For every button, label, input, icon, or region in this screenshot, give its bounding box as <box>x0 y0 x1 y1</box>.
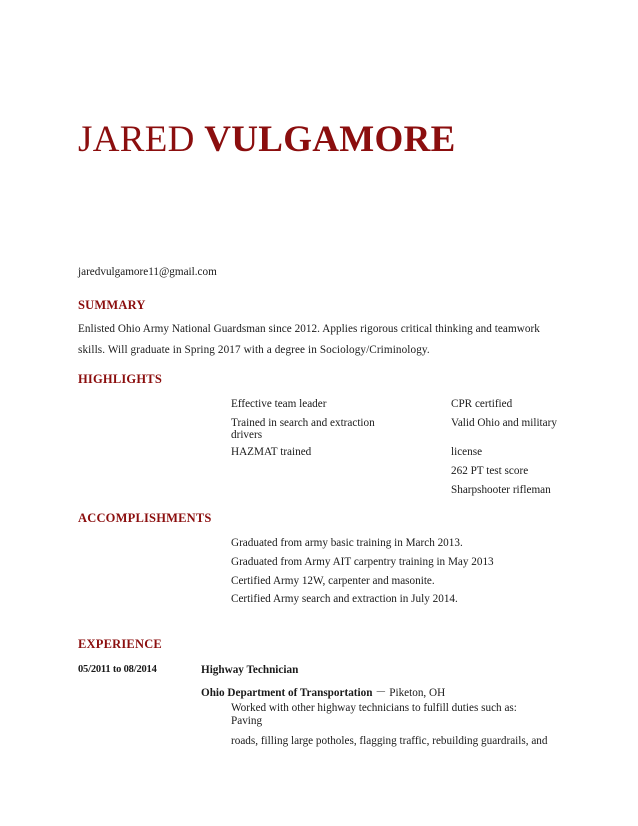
accomplishments-heading: ACCOMPLISHMENTS <box>78 511 212 525</box>
highlight-left-2a: Trained in search and extraction <box>231 417 375 429</box>
highlight-right-3: 262 PT test score <box>451 465 529 477</box>
accomplishment-item: Certified Army 12W, carpenter and masonite. <box>231 575 435 587</box>
email-address[interactable]: jaredvulgamore11@gmail.com <box>78 266 217 278</box>
job-employer-line <box>201 684 445 700</box>
summary-line-1: Enlisted Ohio Army National Guardsman since 2012. Applies rigorous critical thinking and teamwork <box>78 323 540 335</box>
first-name: JARED <box>78 119 195 160</box>
candidate-name <box>78 118 456 161</box>
summary-heading: SUMMARY <box>78 298 146 312</box>
experience-heading: EXPERIENCE <box>78 637 162 651</box>
highlight-left-1: Effective team leader <box>231 398 327 410</box>
highlight-right-2a: Valid Ohio and military <box>451 417 557 429</box>
job-employer: Ohio Department of Transportation <box>201 687 373 699</box>
highlight-right-1: CPR certified <box>451 398 513 410</box>
highlight-left-2b: drivers <box>231 429 263 441</box>
highlight-right-2b: license <box>451 446 483 458</box>
summary-line-2: skills. Will graduate in Spring 2017 with a degree in Sociology/Criminology. <box>78 344 430 356</box>
job-title: Highway Technician <box>201 664 299 676</box>
highlight-left-3: HAZMAT trained <box>231 446 312 458</box>
job-location: Piketon, OH <box>389 687 446 699</box>
highlight-right-4: Sharpshooter rifleman <box>451 484 551 496</box>
accomplishment-item: Certified Army search and extraction in July 2014. <box>231 593 458 605</box>
job-description-line-1: Worked with other highway technicians to fulfill duties such as: <box>231 702 517 714</box>
job-separator: － <box>375 687 387 699</box>
highlights-heading: HIGHLIGHTS <box>78 372 162 386</box>
job-dates: 05/2011 to 08/2014 <box>78 664 157 675</box>
job-description-line-2: Paving <box>231 715 263 727</box>
job-description-line-3: roads, filling large potholes, flagging traffic, rebuilding guardrails, and <box>231 735 548 747</box>
accomplishment-item: Graduated from army basic training in March 2013. <box>231 537 463 549</box>
last-name: VULGAMORE <box>204 119 456 160</box>
accomplishment-item: Graduated from Army AIT carpentry training in May 2013 <box>231 556 494 568</box>
